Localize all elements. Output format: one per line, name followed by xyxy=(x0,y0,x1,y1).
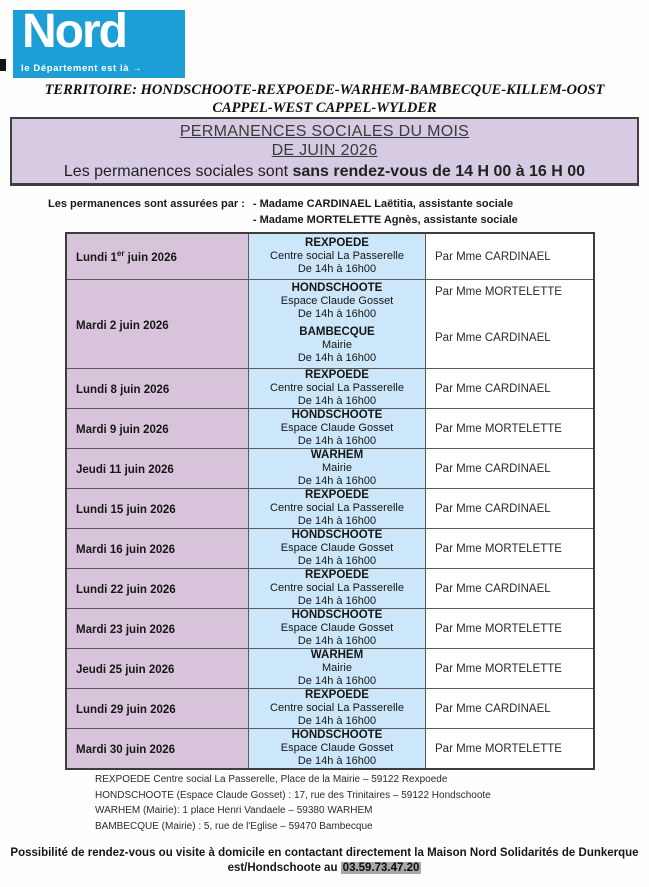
table-row xyxy=(67,608,593,648)
date-cell xyxy=(67,489,248,528)
date-cell xyxy=(67,649,248,688)
location-cell xyxy=(248,649,426,688)
place-name: HONDSCHOOTE xyxy=(291,529,383,541)
date-text xyxy=(76,541,175,556)
date-pre: Mardi 9 juin 2026 xyxy=(76,423,169,436)
date-cell xyxy=(67,234,248,279)
table-row xyxy=(67,368,593,408)
staffing-section xyxy=(48,196,518,228)
schedule-table xyxy=(65,232,595,770)
assignee-cell xyxy=(426,529,593,568)
place-name: HONDSCHOOTE xyxy=(291,609,383,621)
date-pre: Jeudi 11 juin 2026 xyxy=(76,463,174,476)
table-row xyxy=(67,688,593,728)
territory-line-2: CAPPEL-WEST CAPPEL-WYLDER xyxy=(212,100,437,116)
venue: Centre social La Passerelle xyxy=(270,582,404,594)
table-row xyxy=(67,234,593,279)
date-cell xyxy=(67,280,248,368)
footer-note xyxy=(0,846,649,876)
location-cell xyxy=(248,234,426,279)
location-entry xyxy=(270,689,404,728)
location-cell xyxy=(248,729,426,768)
date-pre: Mardi 23 juin 2026 xyxy=(76,623,176,636)
date-cell xyxy=(67,609,248,648)
venue: Mairie xyxy=(322,339,352,351)
location-cell xyxy=(248,369,426,408)
time-range: De 14h à 16h00 xyxy=(297,515,377,527)
place-name: BAMBECQUE xyxy=(299,326,375,338)
date-text xyxy=(76,317,169,332)
assignee-cell xyxy=(426,729,593,768)
place-name: REXPOEDE xyxy=(305,369,369,381)
location-entry xyxy=(270,489,404,528)
date-pre: Mardi 30 juin 2026 xyxy=(76,743,176,756)
date-pre: Mardi 2 juin 2026 xyxy=(76,319,169,332)
table-row xyxy=(67,488,593,528)
table-row xyxy=(67,448,593,488)
location-entry xyxy=(281,529,394,568)
time-range: De 14h à 16h00 xyxy=(297,715,377,727)
time-range: De 14h à 16h00 xyxy=(297,675,377,687)
addresses-list xyxy=(95,772,491,834)
assignee-label: Par Mme CARDINAEL xyxy=(435,502,551,515)
venue: Espace Claude Gosset xyxy=(280,622,394,634)
assignee-label: Par Mme CARDINAEL xyxy=(435,382,551,395)
time-range: De 14h à 16h00 xyxy=(297,308,377,320)
time-range: De 14h à 16h00 xyxy=(297,555,377,567)
location-entry xyxy=(270,237,404,276)
assignee-label: Par Mme CARDINAEL xyxy=(435,462,551,475)
assignee-cell xyxy=(426,489,593,528)
logo-tagline: le Département est là → xyxy=(21,63,143,74)
right-arrow-icon: → xyxy=(132,63,143,74)
banner-title-line-2: DE JUIN 2026 xyxy=(271,142,378,159)
place-name: REXPOEDE xyxy=(305,237,369,249)
assignee-label: Par Mme CARDINAEL xyxy=(435,582,551,595)
location-cell xyxy=(248,409,426,448)
location-entry xyxy=(281,609,394,648)
date-cell xyxy=(67,409,248,448)
assignee-cell xyxy=(426,649,593,688)
assignee-label: Par Mme MORTELETTE xyxy=(435,622,562,635)
table-row xyxy=(67,528,593,568)
location-entry xyxy=(298,649,376,688)
assignee-cell xyxy=(426,569,593,608)
location-cell xyxy=(248,529,426,568)
table-row xyxy=(67,648,593,688)
place-name: WARHEM xyxy=(310,449,364,461)
time-range: De 14h à 16h00 xyxy=(297,395,377,407)
date-cell xyxy=(67,689,248,728)
assignee-cell xyxy=(426,449,593,488)
date-text xyxy=(76,421,169,436)
venue: Espace Claude Gosset xyxy=(280,295,394,307)
address-line: REXPOEDE Centre social La Passerelle, Place de la Mairie – 59122 Rexpoede xyxy=(95,774,448,785)
venue: Espace Claude Gosset xyxy=(280,542,394,554)
assignee-cell xyxy=(426,409,593,448)
place-name: REXPOEDE xyxy=(305,689,369,701)
time-range: De 14h à 16h00 xyxy=(297,755,377,767)
address-line: WARHEM (Mairie): 1 place Henri Vandaele – 59380 WARHEM xyxy=(95,805,373,816)
date-text xyxy=(76,501,176,516)
date-pre: Mardi 16 juin 2026 xyxy=(76,543,176,556)
time-range: De 14h à 16h00 xyxy=(297,635,377,647)
date-post: juin 2026 xyxy=(124,251,177,264)
location-cell xyxy=(248,489,426,528)
assignee-label: Par Mme MORTELETTE xyxy=(435,286,562,298)
date-text xyxy=(76,741,175,756)
address-line: HONDSCHOOTE (Espace Claude Gosset) : 17, rue des Trinitaires – 59122 Hondschoote xyxy=(95,789,491,801)
place-name: REXPOEDE xyxy=(305,489,369,501)
assignee-cell xyxy=(426,369,593,408)
venue: Centre social La Passerelle xyxy=(270,702,404,714)
place-name: WARHEM xyxy=(310,649,364,661)
place-name: HONDSCHOOTE xyxy=(291,282,383,294)
logo-wordmark: Nord xyxy=(22,5,126,58)
assignee-label: Par Mme CARDINAEL xyxy=(435,702,551,715)
assignee-label: Par Mme MORTELETTE xyxy=(435,422,562,435)
venue: Centre social La Passerelle xyxy=(270,250,404,262)
place-name: REXPOEDE xyxy=(305,569,369,581)
date-text xyxy=(76,249,177,264)
location-entry xyxy=(281,409,394,448)
date-cell xyxy=(67,569,248,608)
date-text xyxy=(76,621,175,636)
date-text xyxy=(76,381,169,396)
location-entry xyxy=(281,729,394,768)
date-pre: Jeudi 25 juin 2026 xyxy=(76,663,175,676)
title-banner xyxy=(10,117,639,186)
date-cell xyxy=(67,449,248,488)
time-range: De 14h à 16h00 xyxy=(297,475,377,487)
footer-note-line-1: Possibilité de rendez-vous ou visite à domicile en contactant directement la Maison Nord Solidarités de Dunkerque xyxy=(10,847,639,859)
date-text xyxy=(76,461,174,476)
table-row xyxy=(67,728,593,768)
territory-line-1: TERRITOIRE: HONDSCHOOTE-REXPOEDE-WARHEM-BAMBECQUE-KILLEM-OOST xyxy=(44,82,605,98)
assignee-label: Par Mme MORTELETTE xyxy=(435,542,562,555)
date-pre: Lundi 22 juin 2026 xyxy=(76,583,176,596)
time-range: De 14h à 16h00 xyxy=(297,352,377,364)
date-pre: Lundi 8 juin 2026 xyxy=(76,383,170,396)
footer-note-line-2: est/Hondschoote au 03.59.73.47.20 xyxy=(227,862,420,874)
staffing-label: Les permanences sont assurées par : xyxy=(48,198,245,210)
time-range: De 14h à 16h00 xyxy=(297,263,377,275)
scan-artifact xyxy=(0,59,6,71)
location-cell xyxy=(248,569,426,608)
location-entry xyxy=(270,369,404,408)
table-row xyxy=(67,568,593,608)
venue: Centre social La Passerelle xyxy=(270,382,404,394)
place-name: HONDSCHOOTE xyxy=(291,409,383,421)
date-text xyxy=(76,581,176,596)
location-cell xyxy=(248,280,426,368)
assignee-cell xyxy=(426,689,593,728)
assignee-label: Par Mme MORTELETTE xyxy=(435,742,562,755)
staff-list xyxy=(253,196,518,228)
location-cell xyxy=(248,689,426,728)
date-cell xyxy=(67,729,248,768)
banner-title-line-1: PERMANENCES SOCIALES DU MOIS xyxy=(179,123,470,140)
address-line: BAMBECQUE (Mairie) : 5, rue de l'Eglise – 59470 Bambecque xyxy=(95,820,373,832)
table-row xyxy=(67,408,593,448)
assignee-cell xyxy=(426,280,593,368)
time-range: De 14h à 16h00 xyxy=(297,435,377,447)
location-entry xyxy=(270,569,404,608)
phone-number: 03.59.73.47.20 xyxy=(342,862,420,874)
date-pre: Lundi 15 juin 2026 xyxy=(76,503,176,516)
time-range: De 14h à 16h00 xyxy=(297,595,377,607)
date-sup: er xyxy=(116,249,125,259)
date-text xyxy=(76,661,174,676)
assignee-label: Par Mme CARDINAEL xyxy=(435,332,551,344)
assignee-cell xyxy=(426,234,593,279)
banner-subtitle: Les permanences sociales sont sans rendez-vous de 14 H 00 à 16 H 00 xyxy=(63,163,586,180)
venue: Mairie xyxy=(322,462,352,474)
location-entry xyxy=(298,326,376,365)
date-text xyxy=(76,701,176,716)
place-name: HONDSCHOOTE xyxy=(291,729,383,741)
assignee-cell xyxy=(426,609,593,648)
venue: Espace Claude Gosset xyxy=(280,742,394,754)
venue: Centre social La Passerelle xyxy=(270,502,404,514)
location-entry xyxy=(298,449,376,488)
staff-member: - Madame MORTELETTE Agnès, assistante sociale xyxy=(252,214,518,226)
location-entry xyxy=(281,282,394,321)
date-pre: Lundi 29 juin 2026 xyxy=(76,703,176,716)
date-cell xyxy=(67,369,248,408)
date-pre: Lundi 1 xyxy=(76,251,117,264)
venue: Mairie xyxy=(322,662,352,674)
table-row xyxy=(67,279,593,368)
location-cell xyxy=(248,449,426,488)
venue: Espace Claude Gosset xyxy=(280,422,394,434)
territory-heading xyxy=(0,81,649,117)
nord-department-logo xyxy=(13,5,185,78)
staff-member: - Madame CARDINAEL Laëtitia, assistante sociale xyxy=(252,198,514,210)
date-cell xyxy=(67,529,248,568)
assignee-label: Par Mme MORTELETTE xyxy=(435,662,562,675)
assignee-label: Par Mme CARDINAEL xyxy=(435,250,551,263)
location-cell xyxy=(248,609,426,648)
